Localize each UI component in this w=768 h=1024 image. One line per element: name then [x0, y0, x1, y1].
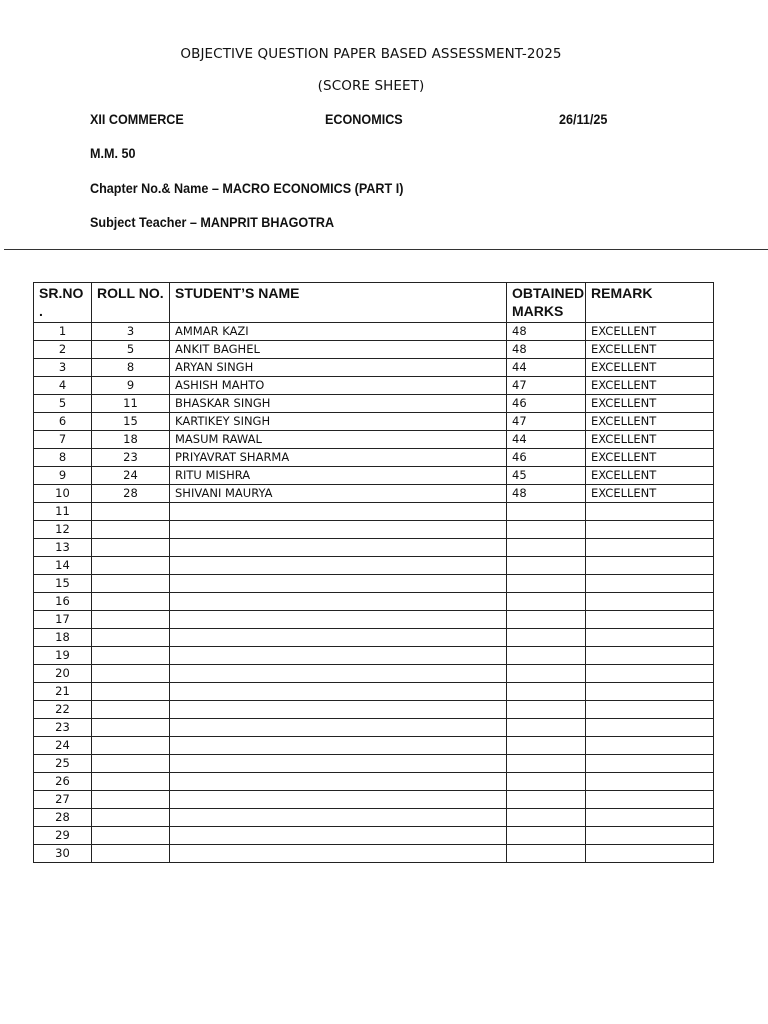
cell-sr-no: 6 — [34, 413, 92, 431]
cell-roll-no: 24 — [92, 467, 170, 485]
cell-obtained-marks — [507, 539, 586, 557]
table-row — [34, 593, 714, 611]
cell-sr-no: 5 — [34, 395, 92, 413]
cell-remark — [586, 539, 714, 557]
cell-sr-no: 30 — [34, 845, 92, 863]
cell-sr-no: 24 — [34, 737, 92, 755]
table-row — [34, 773, 714, 791]
cell-student-name: PRIYAVRAT SHARMA — [170, 449, 507, 467]
table-row — [34, 575, 714, 593]
table-row — [34, 845, 714, 863]
cell-student-name — [170, 539, 507, 557]
cell-student-name — [170, 809, 507, 827]
table-row — [34, 359, 714, 377]
cell-remark — [586, 773, 714, 791]
cell-roll-no — [92, 845, 170, 863]
exam-date: 26/11/25 — [559, 111, 608, 127]
cell-remark — [586, 665, 714, 683]
cell-roll-no — [92, 791, 170, 809]
cell-remark — [586, 629, 714, 647]
table-row — [34, 737, 714, 755]
document-title: OBJECTIVE QUESTION PAPER BASED ASSESSMENT-2025 — [180, 46, 562, 62]
cell-student-name: AMMAR KAZI — [170, 323, 507, 341]
cell-remark: EXCELLENT — [586, 467, 714, 485]
cell-remark — [586, 845, 714, 863]
table-row — [34, 683, 714, 701]
cell-obtained-marks — [507, 773, 586, 791]
cell-remark — [586, 611, 714, 629]
cell-sr-no: 26 — [34, 773, 92, 791]
cell-sr-no: 13 — [34, 539, 92, 557]
cell-remark — [586, 791, 714, 809]
table-row — [34, 377, 714, 395]
cell-roll-no: 5 — [92, 341, 170, 359]
cell-roll-no: 8 — [92, 359, 170, 377]
cell-roll-no: 28 — [92, 485, 170, 503]
cell-remark: EXCELLENT — [586, 485, 714, 503]
cell-remark — [586, 827, 714, 845]
table-row — [34, 809, 714, 827]
cell-remark: EXCELLENT — [586, 341, 714, 359]
cell-obtained-marks — [507, 503, 586, 521]
chapter-name: Chapter No.& Name – MACRO ECONOMICS (PART I) — [90, 180, 404, 196]
column-header-roll-no: ROLL NO. — [92, 283, 170, 323]
cell-sr-no: 10 — [34, 485, 92, 503]
cell-obtained-marks — [507, 827, 586, 845]
cell-student-name — [170, 647, 507, 665]
cell-student-name: BHASKAR SINGH — [170, 395, 507, 413]
cell-obtained-marks — [507, 683, 586, 701]
document-subtitle: (SCORE SHEET) — [317, 78, 425, 94]
cell-sr-no: 11 — [34, 503, 92, 521]
cell-obtained-marks — [507, 791, 586, 809]
cell-obtained-marks: 45 — [507, 467, 586, 485]
table-row — [34, 503, 714, 521]
cell-student-name — [170, 755, 507, 773]
cell-remark — [586, 719, 714, 737]
cell-roll-no: 11 — [92, 395, 170, 413]
table-row — [34, 431, 714, 449]
cell-sr-no: 8 — [34, 449, 92, 467]
cell-sr-no: 21 — [34, 683, 92, 701]
cell-student-name: SHIVANI MAURYA — [170, 485, 507, 503]
cell-sr-no: 29 — [34, 827, 92, 845]
table-row — [34, 647, 714, 665]
cell-obtained-marks — [507, 647, 586, 665]
cell-obtained-marks — [507, 809, 586, 827]
cell-student-name — [170, 575, 507, 593]
cell-roll-no — [92, 575, 170, 593]
table-row — [34, 341, 714, 359]
cell-student-name — [170, 737, 507, 755]
table-row — [34, 827, 714, 845]
cell-obtained-marks: 46 — [507, 449, 586, 467]
cell-roll-no — [92, 503, 170, 521]
cell-sr-no: 15 — [34, 575, 92, 593]
subject-name: ECONOMICS — [325, 111, 403, 127]
class-name: XII COMMERCE — [90, 111, 184, 127]
cell-obtained-marks — [507, 575, 586, 593]
cell-remark — [586, 683, 714, 701]
cell-sr-no: 12 — [34, 521, 92, 539]
cell-remark — [586, 737, 714, 755]
cell-sr-no: 20 — [34, 665, 92, 683]
cell-remark — [586, 701, 714, 719]
score-table — [33, 282, 714, 863]
cell-sr-no: 27 — [34, 791, 92, 809]
cell-obtained-marks — [507, 755, 586, 773]
cell-roll-no — [92, 611, 170, 629]
table-row — [34, 611, 714, 629]
cell-student-name — [170, 503, 507, 521]
cell-student-name: KARTIKEY SINGH — [170, 413, 507, 431]
cell-student-name: MASUM RAWAL — [170, 431, 507, 449]
cell-remark: EXCELLENT — [586, 359, 714, 377]
cell-remark — [586, 809, 714, 827]
cell-obtained-marks — [507, 719, 586, 737]
cell-obtained-marks: 44 — [507, 359, 586, 377]
cell-student-name — [170, 611, 507, 629]
cell-remark: EXCELLENT — [586, 431, 714, 449]
table-row — [34, 449, 714, 467]
table-row — [34, 665, 714, 683]
cell-roll-no — [92, 773, 170, 791]
cell-remark — [586, 503, 714, 521]
table-row — [34, 755, 714, 773]
cell-roll-no: 18 — [92, 431, 170, 449]
cell-student-name — [170, 629, 507, 647]
cell-sr-no: 9 — [34, 467, 92, 485]
cell-obtained-marks: 44 — [507, 431, 586, 449]
cell-sr-no: 23 — [34, 719, 92, 737]
cell-obtained-marks — [507, 845, 586, 863]
cell-roll-no — [92, 593, 170, 611]
cell-remark — [586, 647, 714, 665]
cell-sr-no: 2 — [34, 341, 92, 359]
cell-sr-no: 18 — [34, 629, 92, 647]
cell-roll-no: 9 — [92, 377, 170, 395]
cell-student-name — [170, 665, 507, 683]
cell-sr-no: 14 — [34, 557, 92, 575]
cell-remark — [586, 557, 714, 575]
table-row — [34, 485, 714, 503]
cell-obtained-marks — [507, 593, 586, 611]
cell-roll-no — [92, 629, 170, 647]
cell-roll-no — [92, 521, 170, 539]
cell-roll-no — [92, 701, 170, 719]
cell-student-name — [170, 683, 507, 701]
table-row — [34, 323, 714, 341]
cell-obtained-marks — [507, 611, 586, 629]
cell-obtained-marks: 47 — [507, 377, 586, 395]
column-header-obtained-marks: OBTAINED MARKS — [507, 283, 586, 323]
cell-student-name — [170, 593, 507, 611]
cell-obtained-marks: 47 — [507, 413, 586, 431]
table-row — [34, 629, 714, 647]
cell-roll-no — [92, 647, 170, 665]
cell-obtained-marks — [507, 701, 586, 719]
cell-roll-no — [92, 557, 170, 575]
cell-roll-no — [92, 809, 170, 827]
column-header-remark: REMARK — [586, 283, 714, 323]
cell-roll-no — [92, 755, 170, 773]
cell-roll-no — [92, 737, 170, 755]
table-header-row — [34, 283, 714, 323]
cell-remark: EXCELLENT — [586, 395, 714, 413]
cell-obtained-marks: 46 — [507, 395, 586, 413]
cell-roll-no — [92, 665, 170, 683]
cell-sr-no: 16 — [34, 593, 92, 611]
table-row — [34, 557, 714, 575]
header-divider — [4, 249, 768, 250]
cell-obtained-marks: 48 — [507, 341, 586, 359]
cell-sr-no: 25 — [34, 755, 92, 773]
cell-obtained-marks: 48 — [507, 323, 586, 341]
cell-remark: EXCELLENT — [586, 323, 714, 341]
cell-obtained-marks — [507, 557, 586, 575]
cell-student-name: ANKIT BAGHEL — [170, 341, 507, 359]
cell-student-name — [170, 827, 507, 845]
subject-teacher: Subject Teacher – MANPRIT BHAGOTRA — [90, 214, 335, 230]
cell-roll-no: 3 — [92, 323, 170, 341]
table-row — [34, 539, 714, 557]
cell-sr-no: 19 — [34, 647, 92, 665]
cell-obtained-marks: 48 — [507, 485, 586, 503]
cell-roll-no: 15 — [92, 413, 170, 431]
cell-obtained-marks — [507, 521, 586, 539]
cell-student-name — [170, 701, 507, 719]
cell-sr-no: 4 — [34, 377, 92, 395]
table-row — [34, 395, 714, 413]
cell-obtained-marks — [507, 665, 586, 683]
cell-obtained-marks — [507, 629, 586, 647]
table-row — [34, 719, 714, 737]
cell-sr-no: 3 — [34, 359, 92, 377]
table-row — [34, 413, 714, 431]
cell-sr-no: 28 — [34, 809, 92, 827]
table-row — [34, 467, 714, 485]
cell-student-name — [170, 791, 507, 809]
cell-sr-no: 22 — [34, 701, 92, 719]
cell-remark — [586, 521, 714, 539]
table-row — [34, 791, 714, 809]
cell-remark: EXCELLENT — [586, 449, 714, 467]
cell-roll-no: 23 — [92, 449, 170, 467]
cell-remark: EXCELLENT — [586, 377, 714, 395]
cell-roll-no — [92, 719, 170, 737]
cell-student-name: ARYAN SINGH — [170, 359, 507, 377]
column-header-student-name: STUDENT’S NAME — [170, 283, 507, 323]
cell-sr-no: 1 — [34, 323, 92, 341]
table-row — [34, 521, 714, 539]
cell-obtained-marks — [507, 737, 586, 755]
cell-student-name — [170, 845, 507, 863]
column-header-sr-no: SR.NO . — [34, 283, 92, 323]
cell-remark — [586, 755, 714, 773]
cell-student-name: RITU MISHRA — [170, 467, 507, 485]
cell-remark — [586, 593, 714, 611]
cell-student-name — [170, 719, 507, 737]
cell-student-name — [170, 773, 507, 791]
cell-remark: EXCELLENT — [586, 413, 714, 431]
table-row — [34, 701, 714, 719]
cell-sr-no: 7 — [34, 431, 92, 449]
cell-remark — [586, 575, 714, 593]
cell-student-name — [170, 557, 507, 575]
max-marks: M.M. 50 — [90, 145, 136, 161]
cell-roll-no — [92, 683, 170, 701]
cell-sr-no: 17 — [34, 611, 92, 629]
cell-roll-no — [92, 827, 170, 845]
cell-student-name — [170, 521, 507, 539]
cell-roll-no — [92, 539, 170, 557]
cell-student-name: ASHISH MAHTO — [170, 377, 507, 395]
